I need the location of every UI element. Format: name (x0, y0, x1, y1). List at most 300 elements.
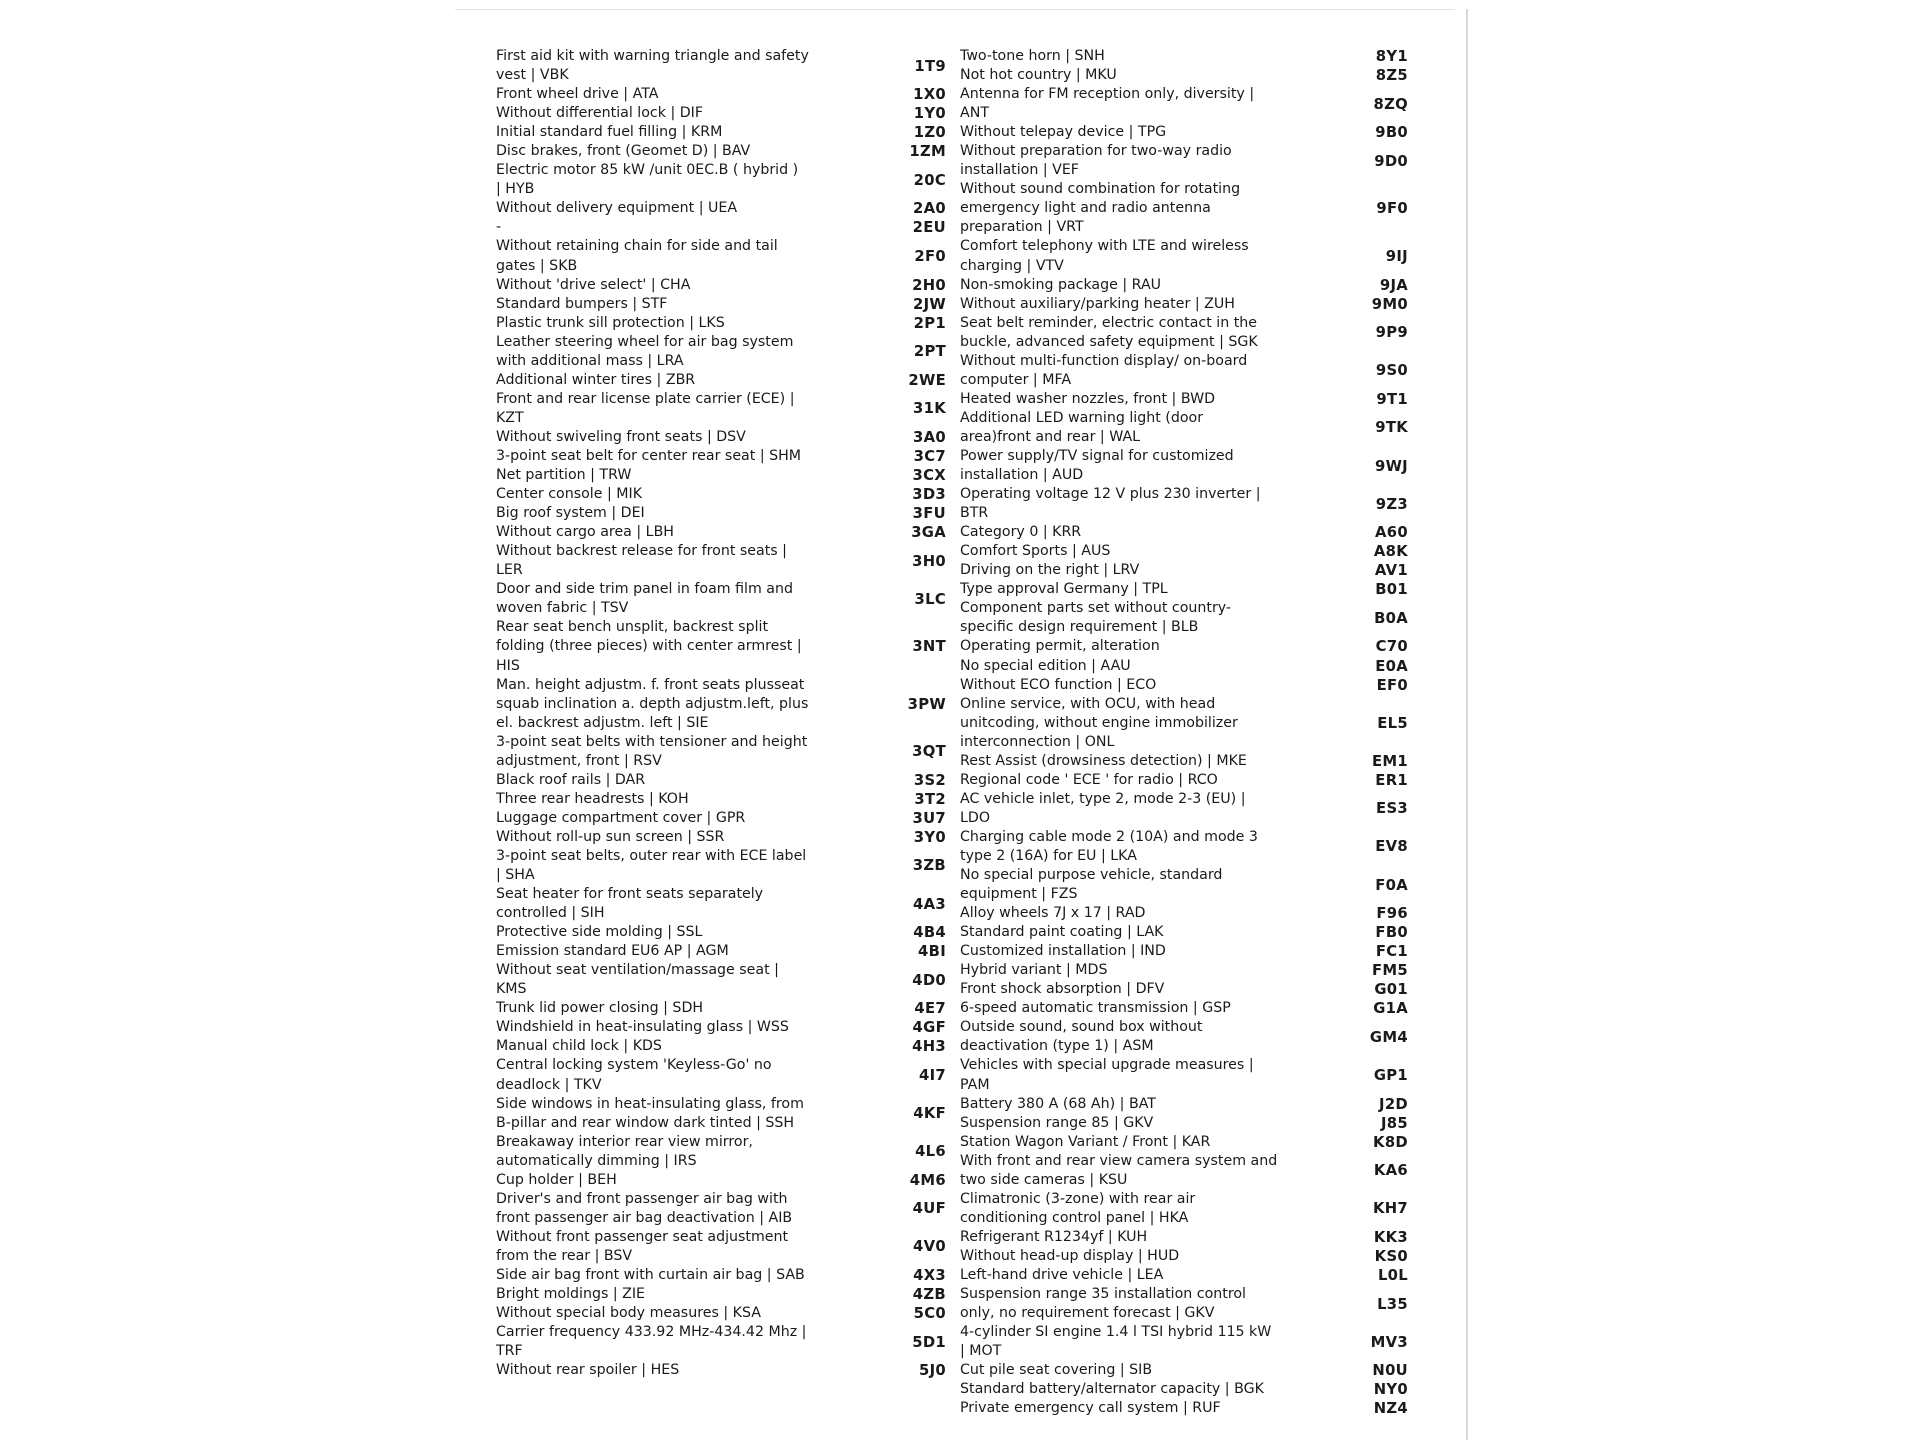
equipment-code: 2H0 (912, 276, 946, 294)
equipment-code: 5J0 (919, 1362, 946, 1380)
equipment-row (496, 47, 948, 85)
equipment-code: FM5 (1371, 962, 1408, 980)
equipment-description: Heated washer nozzles, front | BWD (960, 390, 1216, 407)
equipment-code: 4M6 (909, 1171, 946, 1189)
equipment-code: J85 (1381, 1114, 1408, 1132)
equipment-row (496, 314, 948, 333)
equipment-code: NY0 (1373, 1381, 1408, 1399)
equipment-row (496, 295, 948, 314)
equipment-code: 2WE (908, 371, 946, 389)
equipment-row (496, 428, 948, 447)
equipment-description: Operating voltage 12 V plus 230 inverter | BTR (960, 486, 1261, 522)
equipment-code: 9WJ (1374, 457, 1408, 475)
equipment-row (496, 333, 948, 371)
equipment-row (960, 123, 1410, 142)
equipment-code: ER1 (1375, 771, 1408, 789)
equipment-row (960, 771, 1410, 790)
equipment-description: Online service, with OCU, with head unitcoding, without engine immobilizer interconnection | ONL (960, 695, 1238, 750)
equipment-description: No special edition | AAU (960, 657, 1131, 674)
equipment-description: Private emergency call system | RUF (960, 1400, 1221, 1417)
equipment-code: B0A (1374, 609, 1408, 627)
equipment-code: 3ZB (912, 857, 946, 875)
equipment-description: Center console | MIK (496, 486, 643, 503)
equipment-description: Without telepay device | TPG (960, 124, 1167, 141)
equipment-row (496, 828, 948, 847)
equipment-row (496, 1171, 948, 1190)
equipment-row (960, 1399, 1410, 1418)
equipment-row (960, 980, 1410, 999)
equipment-code: 4BI (918, 943, 946, 961)
equipment-description: - (496, 219, 502, 236)
equipment-row (496, 466, 948, 485)
equipment-code: G01 (1374, 981, 1408, 999)
equipment-description: Net partition | TRW (496, 467, 632, 484)
equipment-row (960, 1285, 1410, 1323)
equipment-description: Power supply/TV signal for customized installation | AUD (960, 447, 1234, 484)
equipment-description: Side windows in heat-insulating glass, from B-pillar and rear window dark tinted | SSH (496, 1095, 804, 1131)
equipment-row (496, 847, 948, 885)
equipment-description: Two-tone horn | SNH (960, 48, 1105, 64)
equipment-row (960, 276, 1410, 295)
equipment-description: Without front passenger seat adjustment from the rear | BSV (496, 1228, 789, 1264)
equipment-row (960, 999, 1410, 1018)
equipment-row (496, 1323, 948, 1361)
equipment-code: 3D3 (912, 486, 946, 504)
equipment-description: Emission standard EU6 AP | AGM (496, 943, 729, 960)
equipment-code: 3H0 (912, 552, 946, 570)
equipment-row (960, 85, 1410, 123)
equipment-row (960, 237, 1410, 275)
equipment-row (496, 1266, 948, 1285)
equipment-code: 4E7 (914, 1000, 946, 1018)
equipment-code: 1Y0 (913, 105, 946, 123)
equipment-code: 4A3 (913, 895, 946, 913)
equipment-row (496, 1095, 948, 1133)
equipment-description: Standard paint coating | LAK (960, 924, 1164, 941)
equipment-code: A8K (1373, 543, 1408, 561)
equipment-code: 9P9 (1375, 324, 1408, 342)
equipment-description: Windshield in heat-insulating glass | WSS (496, 1019, 789, 1036)
equipment-description: Antenna for FM reception only, diversity | ANT (960, 86, 1255, 122)
equipment-description: Manual child lock | KDS (496, 1038, 662, 1055)
equipment-row (960, 352, 1410, 390)
equipment-code: 4UF (912, 1200, 946, 1218)
equipment-description: Additional LED warning light (door area)front and rear | WAL (960, 409, 1204, 445)
equipment-row (496, 1018, 948, 1037)
equipment-row (496, 1285, 948, 1304)
equipment-description: Charging cable mode 2 (10A) and mode 3 type 2 (16A) for EU | LKA (960, 828, 1258, 864)
equipment-row (496, 1133, 948, 1171)
equipment-code: 5C0 (913, 1305, 946, 1323)
equipment-code: 4D0 (912, 971, 946, 989)
equipment-row (496, 676, 948, 733)
equipment-description: Alloy wheels 7J x 17 | RAD (960, 905, 1146, 922)
equipment-code: 20C (913, 171, 946, 189)
equipment-row (496, 809, 948, 828)
equipment-description: Battery 380 A (68 Ah) | BAT (960, 1095, 1156, 1112)
equipment-description: Leather steering wheel for air bag system with additional mass | LRA (496, 333, 794, 369)
equipment-row (960, 752, 1410, 771)
equipment-row (960, 180, 1410, 237)
equipment-description: Driving on the right | LRV (960, 562, 1140, 579)
equipment-row (960, 447, 1410, 485)
equipment-description: Without head-up display | HUD (960, 1247, 1180, 1264)
equipment-code: 1X0 (913, 86, 946, 104)
equipment-row (960, 676, 1410, 695)
equipment-code: 3T2 (914, 790, 946, 808)
equipment-description: Refrigerant R1234yf | KUH (960, 1228, 1148, 1245)
equipment-description: Breakaway interior rear view mirror, automatically dimming | IRS (496, 1133, 753, 1169)
equipment-row (960, 1228, 1410, 1247)
equipment-code: 2F0 (914, 247, 946, 265)
equipment-row (960, 580, 1410, 599)
equipment-row (960, 790, 1410, 828)
equipment-description: Rest Assist (drowsiness detection) | MKE (960, 752, 1247, 769)
equipment-code: 3PW (907, 695, 946, 713)
equipment-row (960, 409, 1410, 447)
equipment-row (496, 885, 948, 923)
equipment-code: NZ4 (1373, 1400, 1408, 1418)
equipment-description: Rear seat bench unsplit, backrest split folding (three pieces) with center armrest | HIS (496, 619, 802, 674)
equipment-description: Electric motor 85 kW /unit 0EC.B ( hybrid ) | HYB (496, 162, 799, 198)
equipment-row (496, 447, 948, 466)
equipment-row (960, 142, 1410, 180)
equipment-code: 4ZB (912, 1286, 946, 1304)
equipment-code: KS0 (1374, 1247, 1408, 1265)
equipment-code: 8ZQ (1373, 95, 1408, 113)
equipment-description: Outside sound, sound box without deactivation (type 1) | ASM (960, 1019, 1203, 1055)
equipment-code: 4L6 (915, 1143, 946, 1161)
equipment-code: K8D (1373, 1133, 1408, 1151)
equipment-row (960, 523, 1410, 542)
page-right-edge (1466, 9, 1468, 1440)
equipment-code: 9S0 (1375, 362, 1408, 380)
equipment-description: Side air bag front with curtain air bag | SAB (496, 1267, 805, 1283)
equipment-row (496, 199, 948, 218)
equipment-description: Category 0 | KRR (960, 524, 1082, 541)
equipment-code: 2P1 (913, 314, 946, 332)
equipment-code: AV1 (1374, 562, 1408, 580)
equipment-description: No special purpose vehicle, standard equipment | FZS (960, 867, 1223, 903)
equipment-code: 2JW (912, 295, 946, 313)
equipment-description: Luggage compartment cover | GPR (496, 809, 746, 826)
equipment-code: 2EU (912, 219, 946, 237)
equipment-code: 1ZM (909, 143, 946, 161)
equipment-description: Without rear spoiler | HES (496, 1362, 680, 1379)
equipment-row (496, 523, 948, 542)
equipment-code: 9T1 (1376, 390, 1408, 408)
equipment-code: 3U7 (912, 809, 946, 827)
equipment-code: 2PT (913, 343, 946, 361)
equipment-description: Carrier frequency 433.92 MHz-434.42 Mhz | TRF (496, 1324, 807, 1360)
equipment-description: Cut pile seat covering | SIB (960, 1362, 1153, 1379)
equipment-code: 4KF (913, 1105, 946, 1123)
equipment-code: G1A (1373, 1000, 1408, 1018)
equipment-description: Vehicles with special upgrade measures | PAM (960, 1057, 1254, 1093)
equipment-description: 3-point seat belts with tensioner and height adjustment, front | RSV (496, 733, 808, 769)
equipment-description: Without roll-up sun screen | SSR (496, 828, 725, 845)
equipment-code: KK3 (1373, 1228, 1408, 1246)
equipment-code: 9JA (1379, 276, 1408, 294)
equipment-description: Disc brakes, front (Geomet D) | BAV (496, 143, 751, 160)
equipment-code: EL5 (1377, 714, 1408, 732)
equipment-row (496, 942, 948, 961)
equipment-description: Trunk lid power closing | SDH (496, 1000, 704, 1017)
equipment-code: 4V0 (913, 1238, 946, 1256)
equipment-row (496, 1190, 948, 1228)
equipment-description: Initial standard fuel filling | KRM (496, 124, 723, 141)
equipment-code: 3S2 (913, 771, 946, 789)
equipment-description: Comfort Sports | AUS (960, 543, 1111, 560)
equipment-code: 9F0 (1376, 200, 1408, 218)
equipment-description: Station Wagon Variant / Front | KAR (960, 1133, 1211, 1150)
equipment-description: Type approval Germany | TPL (960, 581, 1168, 598)
equipment-description: Not hot country | MKU (960, 67, 1117, 84)
equipment-code: 3NT (912, 638, 946, 656)
equipment-code: 3CX (912, 467, 946, 485)
equipment-code: EV8 (1375, 838, 1408, 856)
equipment-description: Component parts set without country- specific design requirement | BLB (960, 600, 1232, 636)
equipment-description: Without special body measures | KSA (496, 1305, 761, 1322)
equipment-code: FB0 (1375, 924, 1408, 942)
equipment-row (496, 123, 948, 142)
equipment-code: EF0 (1376, 676, 1408, 694)
equipment-code: ES3 (1376, 800, 1408, 818)
equipment-code: 4H3 (912, 1038, 946, 1056)
page-top-edge (455, 9, 1455, 10)
equipment-row (496, 961, 948, 999)
equipment-code: 9Z3 (1375, 495, 1408, 513)
equipment-description: Additional winter tires | ZBR (496, 371, 696, 388)
equipment-row (960, 904, 1410, 923)
equipment-row (960, 1018, 1410, 1056)
equipment-description: Operating permit, alteration (960, 638, 1160, 655)
equipment-row (496, 104, 948, 123)
equipment-row (960, 1361, 1410, 1380)
equipment-code: 3C7 (913, 447, 946, 465)
equipment-row (496, 371, 948, 390)
equipment-description: Without differential lock | DIF (496, 105, 704, 122)
equipment-code: B01 (1375, 581, 1408, 599)
equipment-row (496, 142, 948, 161)
equipment-code: 9IJ (1385, 247, 1408, 265)
equipment-row (960, 561, 1410, 580)
equipment-code: FC1 (1375, 943, 1408, 961)
equipment-description: Standard battery/alternator capacity | BGK (960, 1381, 1264, 1398)
equipment-code: F96 (1376, 905, 1408, 923)
equipment-row (496, 1056, 948, 1094)
equipment-code: 31K (913, 400, 946, 418)
equipment-description: Central locking system 'Keyless-Go' no deadlock | TKV (496, 1057, 772, 1093)
equipment-description: Regional code ' ECE ' for radio | RCO (960, 771, 1218, 788)
equipment-row (960, 1056, 1410, 1094)
equipment-description: Front wheel drive | ATA (496, 86, 659, 103)
equipment-row (496, 733, 948, 771)
equipment-code: C70 (1375, 638, 1408, 656)
equipment-row (496, 390, 948, 428)
equipment-code: 2A0 (913, 200, 946, 218)
equipment-code: MV3 (1370, 1333, 1408, 1351)
equipment-description: Seat heater for front seats separately controlled | SIH (496, 886, 764, 922)
equipment-code: L35 (1377, 1295, 1408, 1313)
equipment-description: 6-speed automatic transmission | GSP (960, 1000, 1231, 1017)
equipment-description: Black roof rails | DAR (496, 771, 646, 788)
equipment-description: Man. height adjustm. f. front seats plusseat squab inclination a. depth adjustm.left, plus el. backrest adjustm. left | SIE (496, 676, 809, 731)
equipment-description: Without multi-function display/ on-board computer | MFA (960, 352, 1248, 388)
equipment-row (496, 1037, 948, 1056)
equipment-code: 4X3 (913, 1267, 946, 1284)
equipment-row (496, 542, 948, 580)
equipment-description: Without cargo area | LBH (496, 524, 674, 541)
equipment-description: 3-point seat belts, outer rear with ECE label | SHA (496, 847, 807, 884)
equipment-row (496, 504, 948, 523)
equipment-description: Customized installation | IND (960, 943, 1166, 960)
equipment-description: Big roof system | DEI (496, 505, 645, 522)
equipment-code: EM1 (1371, 752, 1408, 770)
equipment-description: Three rear headrests | KOH (496, 790, 689, 807)
equipment-row (960, 599, 1410, 637)
equipment-code: E0A (1375, 657, 1408, 675)
equipment-description: Bright moldings | ZIE (496, 1286, 646, 1303)
equipment-description: Without ECO function | ECO (960, 676, 1157, 693)
equipment-code: 8Z5 (1375, 67, 1408, 85)
equipment-row (496, 85, 948, 104)
equipment-description: Door and side trim panel in foam film and woven fabric | TSV (496, 581, 793, 617)
equipment-row (496, 999, 948, 1018)
equipment-code: F0A (1375, 876, 1408, 894)
equipment-row (960, 1266, 1410, 1285)
equipment-row (496, 218, 948, 237)
equipment-description: Without preparation for two-way radio installation | VEF (960, 143, 1232, 179)
equipment-description: Without delivery equipment | UEA (496, 200, 738, 217)
equipment-code: 1Z0 (913, 124, 946, 142)
equipment-row (960, 66, 1410, 85)
equipment-description: Without retaining chain for side and tail gates | SKB (496, 238, 778, 274)
equipment-row (960, 695, 1410, 752)
equipment-description: First aid kit with warning triangle and safety vest | VBK (496, 48, 809, 84)
equipment-row (960, 1095, 1410, 1114)
equipment-row (960, 1247, 1410, 1266)
equipment-row (496, 790, 948, 809)
equipment-code: 3A0 (913, 428, 946, 446)
equipment-code: 1T9 (914, 57, 946, 75)
equipment-row (960, 942, 1410, 961)
equipment-description: Climatronic (3-zone) with rear air conditioning control panel | HKA (960, 1190, 1196, 1226)
equipment-description: Comfort telephony with LTE and wireless charging | VTV (960, 238, 1249, 274)
equipment-code: N0U (1372, 1362, 1408, 1380)
equipment-description: With front and rear view camera system and two side cameras | KSU (960, 1152, 1278, 1188)
equipment-row (960, 1323, 1410, 1361)
equipment-row (960, 390, 1410, 409)
equipment-code: L0L (1377, 1267, 1408, 1284)
equipment-row (496, 276, 948, 295)
equipment-row (960, 961, 1410, 980)
equipment-description: Driver's and front passenger air bag with front passenger air bag deactivation | AIB (496, 1190, 793, 1226)
equipment-code: 3QT (912, 743, 946, 761)
equipment-description: Without seat ventilation/massage seat | KMS (496, 962, 779, 998)
equipment-code: 9TK (1375, 419, 1408, 437)
equipment-description: Left-hand drive vehicle | LEA (960, 1267, 1164, 1283)
equipment-description: Seat belt reminder, electric contact in the buckle, advanced safety equipment | SGK (960, 314, 1258, 350)
equipment-row (960, 47, 1410, 66)
equipment-row (960, 637, 1410, 656)
equipment-description: Without 'drive select' | CHA (496, 276, 691, 293)
equipment-row (496, 580, 948, 618)
equipment-description: Without auxiliary/parking heater | ZUH (960, 295, 1235, 312)
equipment-row (960, 866, 1410, 904)
equipment-row (960, 657, 1410, 676)
equipment-code: 9D0 (1374, 152, 1408, 170)
equipment-description: Suspension range 35 installation control only, no requirement forecast | GKV (960, 1286, 1246, 1322)
equipment-code: 9M0 (1371, 295, 1408, 313)
equipment-row (496, 237, 948, 275)
equipment-description: Without backrest release for front seats | LER (496, 543, 787, 579)
equipment-code: 3GA (911, 524, 946, 542)
equipment-row (496, 1304, 948, 1323)
equipment-description: Plastic trunk sill protection | LKS (496, 314, 725, 331)
equipment-description: Cup holder | BEH (496, 1171, 617, 1188)
equipment-description: Suspension range 85 | GKV (960, 1114, 1154, 1131)
equipment-row (960, 485, 1410, 523)
equipment-code: GM4 (1369, 1028, 1408, 1046)
right-equipment-column (960, 47, 1410, 1418)
equipment-row (496, 923, 948, 942)
equipment-description: Without sound combination for rotating emergency light and radio antenna preparation | VRT (960, 181, 1241, 236)
equipment-code: J2D (1379, 1095, 1408, 1113)
equipment-row (496, 1361, 948, 1380)
equipment-row (960, 1133, 1410, 1152)
equipment-row (960, 1114, 1410, 1133)
equipment-code: 8Y1 (1375, 48, 1408, 65)
equipment-code: 3FU (912, 505, 946, 523)
equipment-description: Front shock absorption | DFV (960, 981, 1165, 998)
equipment-code: KH7 (1372, 1200, 1408, 1218)
equipment-description: Non-smoking package | RAU (960, 276, 1162, 293)
equipment-description: Front and rear license plate carrier (ECE) | KZT (496, 390, 795, 426)
equipment-code: 3Y0 (913, 828, 946, 846)
left-equipment-column (496, 47, 948, 1380)
equipment-row (960, 1152, 1410, 1190)
equipment-row (960, 314, 1410, 352)
equipment-code: 4GF (912, 1019, 946, 1037)
equipment-row (960, 542, 1410, 561)
equipment-description: Standard bumpers | STF (496, 295, 668, 312)
equipment-row (496, 485, 948, 504)
equipment-row (960, 1190, 1410, 1228)
equipment-row (496, 771, 948, 790)
equipment-row (960, 923, 1410, 942)
equipment-row (960, 295, 1410, 314)
equipment-code: KA6 (1373, 1162, 1408, 1180)
equipment-code: 5D1 (912, 1333, 946, 1351)
equipment-row (496, 1228, 948, 1266)
equipment-description: 4-cylinder SI engine 1.4 l TSI hybrid 115 kW | MOT (960, 1324, 1272, 1360)
equipment-row (960, 828, 1410, 866)
equipment-code: GP1 (1373, 1067, 1408, 1084)
equipment-description: AC vehicle inlet, type 2, mode 2-3 (EU) | LDO (960, 790, 1246, 826)
equipment-code: 4B4 (913, 924, 946, 942)
equipment-code: 4I7 (919, 1067, 946, 1084)
equipment-description: 3-point seat belt for center rear seat | SHM (496, 447, 802, 464)
equipment-row (496, 618, 948, 675)
equipment-row (496, 161, 948, 199)
equipment-row (960, 1380, 1410, 1399)
equipment-code: 3LC (914, 590, 946, 608)
equipment-code: 9B0 (1375, 124, 1408, 142)
equipment-description: Hybrid variant | MDS (960, 962, 1108, 979)
equipment-code: A60 (1375, 524, 1408, 542)
equipment-description: Protective side molding | SSL (496, 924, 703, 941)
